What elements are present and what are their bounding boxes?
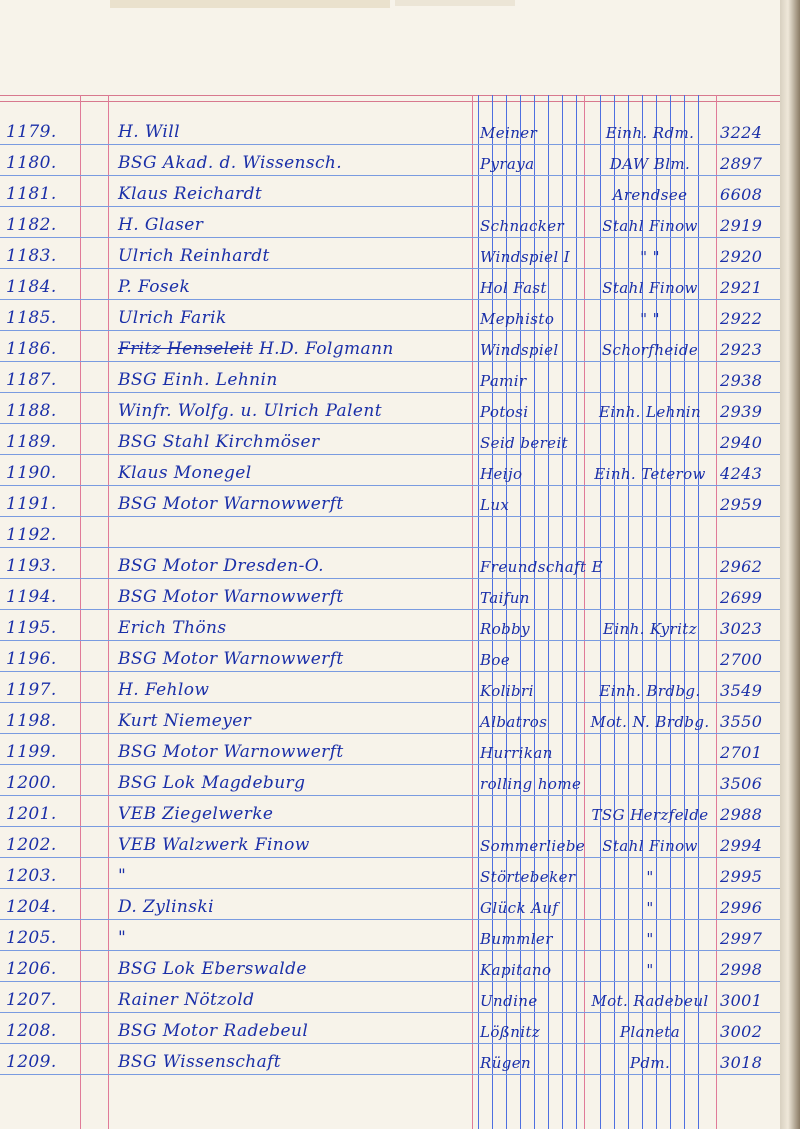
club-name: " bbox=[646, 899, 654, 917]
owner-name: BSG Motor Radebeul bbox=[118, 1021, 309, 1041]
owner-name: D. Zylinski bbox=[118, 897, 214, 917]
owner-name: BSG Lok Eberswalde bbox=[118, 959, 307, 979]
owner-name: BSG Motor Warnowwerft bbox=[118, 587, 344, 607]
sail-number: 2923 bbox=[720, 340, 763, 359]
boat-name: Meiner bbox=[480, 124, 538, 142]
club-name: Einh. Rdm. bbox=[605, 124, 695, 142]
owner-name: VEB Walzwerk Finow bbox=[118, 835, 310, 855]
club-name: Mot. N. Brdbg. bbox=[590, 713, 710, 731]
entry-number: 1201. bbox=[6, 804, 57, 824]
sail-number: 2921 bbox=[720, 278, 763, 297]
club-name: " bbox=[646, 961, 654, 979]
boat-name: rolling home bbox=[480, 775, 582, 793]
club-name: Einh. Lehnin bbox=[598, 403, 702, 421]
ledger-row bbox=[0, 579, 780, 610]
sail-number: 2997 bbox=[720, 929, 763, 948]
entry-number: 1184. bbox=[6, 277, 57, 297]
ledger-row bbox=[0, 331, 780, 362]
boat-name: Windspiel bbox=[480, 341, 559, 359]
boat-name: Kolibri bbox=[480, 682, 534, 700]
boat-name: Hol Fast bbox=[480, 279, 547, 297]
boat-name: Glück Auf bbox=[480, 899, 559, 917]
entry-number: 1209. bbox=[6, 1052, 57, 1072]
entry-number: 1180. bbox=[6, 153, 57, 173]
sail-number: 2962 bbox=[720, 557, 763, 576]
sail-number: 3550 bbox=[720, 712, 763, 731]
ledger-row bbox=[0, 548, 780, 579]
boat-name: Pyraya bbox=[480, 155, 535, 173]
ledger-row bbox=[0, 889, 780, 920]
tape-strip bbox=[110, 0, 390, 8]
tape-strip bbox=[395, 0, 515, 6]
entry-number: 1179. bbox=[6, 122, 57, 142]
ledger-row bbox=[0, 1044, 780, 1075]
ledger-row bbox=[0, 114, 780, 145]
boat-name: Schnacker bbox=[480, 217, 565, 235]
owner-name: BSG Motor Warnowwerft bbox=[118, 649, 344, 669]
entry-number: 1185. bbox=[6, 308, 57, 328]
page-edge bbox=[780, 0, 800, 1129]
boat-name: Undine bbox=[480, 992, 538, 1010]
owner-name: BSG Einh. Lehnin bbox=[118, 370, 278, 390]
club-name: Stahl Finow bbox=[602, 217, 698, 235]
owner-name: BSG Motor Warnowwerft bbox=[118, 742, 344, 762]
ledger-row bbox=[0, 207, 780, 238]
club-name: Mot. Radebeul bbox=[591, 992, 709, 1010]
header-rule bbox=[0, 101, 780, 102]
ledger-row bbox=[0, 858, 780, 889]
owner-name: BSG Stahl Kirchmöser bbox=[118, 432, 320, 452]
owner-name bbox=[118, 339, 448, 359]
sail-number: 3001 bbox=[720, 991, 763, 1010]
sail-number: 2940 bbox=[720, 433, 763, 452]
ledger-row bbox=[0, 827, 780, 858]
boat-name: Potosi bbox=[480, 403, 529, 421]
ledger-row bbox=[0, 796, 780, 827]
entry-number: 1208. bbox=[6, 1021, 57, 1041]
entry-number: 1190. bbox=[6, 463, 57, 483]
boat-name: Sommerliebe bbox=[480, 837, 586, 855]
ledger-row bbox=[0, 920, 780, 951]
club-name: DAW Blm. bbox=[609, 155, 691, 173]
sail-number: 2701 bbox=[720, 743, 763, 762]
sail-number: 2938 bbox=[720, 371, 763, 390]
sail-number: 2700 bbox=[720, 650, 763, 669]
sail-number: 2994 bbox=[720, 836, 763, 855]
ledger-row bbox=[0, 145, 780, 176]
ledger-row bbox=[0, 703, 780, 734]
sail-number: 3506 bbox=[720, 774, 763, 793]
sail-number: 3023 bbox=[720, 619, 763, 638]
sail-number: 2920 bbox=[720, 247, 763, 266]
owner-name: Kurt Niemeyer bbox=[118, 711, 252, 731]
club-name: Einh. Teterow bbox=[594, 465, 706, 483]
club-name: Arendsee bbox=[612, 186, 688, 204]
owner-name: Klaus Reichardt bbox=[118, 184, 263, 204]
sail-number: 2988 bbox=[720, 805, 763, 824]
ledger-row bbox=[0, 951, 780, 982]
boat-name: Kapitano bbox=[480, 961, 552, 979]
entry-number: 1194. bbox=[6, 587, 57, 607]
sail-number: 2995 bbox=[720, 867, 763, 886]
club-name: Stahl Finow bbox=[602, 279, 698, 297]
ledger-row bbox=[0, 238, 780, 269]
ledger-rows bbox=[0, 114, 780, 1075]
boat-name: Robby bbox=[480, 620, 531, 638]
sail-number: 2959 bbox=[720, 495, 763, 514]
owner-name-correction: H.D. Folgmann bbox=[258, 339, 394, 359]
entry-number: 1186. bbox=[6, 339, 57, 359]
boat-name: Taifun bbox=[480, 589, 530, 607]
entry-number: 1198. bbox=[6, 711, 57, 731]
owner-name: BSG Akad. d. Wissensch. bbox=[118, 153, 343, 173]
owner-name: " bbox=[118, 866, 127, 886]
club-name: Einh. Brdbg. bbox=[599, 682, 701, 700]
club-name: Planeta bbox=[619, 1023, 681, 1041]
entry-number: 1182. bbox=[6, 215, 57, 235]
entry-number: 1181. bbox=[6, 184, 57, 204]
sail-number: 6608 bbox=[720, 185, 763, 204]
boat-name: Boe bbox=[480, 651, 511, 669]
owner-name: P. Fosek bbox=[118, 277, 191, 297]
boat-name: Hurrikan bbox=[480, 744, 553, 762]
entry-number: 1192. bbox=[6, 525, 57, 545]
ledger-row bbox=[0, 362, 780, 393]
boat-name: Mephisto bbox=[480, 310, 555, 328]
entry-number: 1187. bbox=[6, 370, 57, 390]
owner-name: Winfr. Wolfg. u. Ulrich Palent bbox=[118, 401, 382, 421]
owner-name: BSG Wissenschaft bbox=[118, 1052, 282, 1072]
club-name: Pdm. bbox=[629, 1054, 671, 1072]
ledger-row bbox=[0, 176, 780, 207]
ledger-row bbox=[0, 424, 780, 455]
club-name: " bbox=[646, 930, 654, 948]
boat-name: Seid bereit bbox=[480, 434, 569, 452]
club-name: " " bbox=[640, 310, 660, 328]
ledger-row bbox=[0, 672, 780, 703]
owner-name: H. Will bbox=[118, 122, 180, 142]
boat-name: Windspiel I bbox=[480, 248, 571, 266]
entry-number: 1196. bbox=[6, 649, 57, 669]
boat-name: Freundschaft E bbox=[480, 558, 603, 576]
owner-name: Ulrich Farik bbox=[118, 308, 227, 328]
boat-name: Störtebeker bbox=[480, 868, 576, 886]
owner-name: BSG Motor Dresden-O. bbox=[118, 556, 324, 576]
struck-owner-name: Fritz Henseleit bbox=[118, 339, 253, 359]
sail-number: 3002 bbox=[720, 1022, 763, 1041]
owner-name: H. Fehlow bbox=[118, 680, 210, 700]
ledger-row bbox=[0, 455, 780, 486]
entry-number: 1200. bbox=[6, 773, 57, 793]
entry-number: 1206. bbox=[6, 959, 57, 979]
owner-name: " bbox=[118, 928, 127, 948]
sail-number: 3224 bbox=[720, 123, 763, 142]
entry-number: 1189. bbox=[6, 432, 57, 452]
club-name: Einh. Kyritz bbox=[602, 620, 698, 638]
club-name: " " bbox=[640, 248, 660, 266]
ledger-row bbox=[0, 765, 780, 796]
ledger-row bbox=[0, 393, 780, 424]
club-name: " bbox=[646, 868, 654, 886]
ledger-row bbox=[0, 269, 780, 300]
ledger-row bbox=[0, 1013, 780, 1044]
sail-number: 2998 bbox=[720, 960, 763, 979]
ledger-row bbox=[0, 734, 780, 765]
entry-number: 1191. bbox=[6, 494, 57, 514]
entry-number: 1205. bbox=[6, 928, 57, 948]
entry-number: 1197. bbox=[6, 680, 57, 700]
entry-number: 1193. bbox=[6, 556, 57, 576]
ledger-row bbox=[0, 486, 780, 517]
sail-number: 2939 bbox=[720, 402, 763, 421]
sail-number: 2922 bbox=[720, 309, 763, 328]
owner-name: Ulrich Reinhardt bbox=[118, 246, 270, 266]
owner-name: BSG Lok Magdeburg bbox=[118, 773, 306, 793]
sail-number: 2996 bbox=[720, 898, 763, 917]
entry-number: 1204. bbox=[6, 897, 57, 917]
boat-name: Rügen bbox=[480, 1054, 532, 1072]
ledger-row bbox=[0, 300, 780, 331]
sail-number: 4243 bbox=[720, 464, 763, 483]
owner-name: Klaus Monegel bbox=[118, 463, 252, 483]
ledger-row bbox=[0, 982, 780, 1013]
entry-number: 1195. bbox=[6, 618, 57, 638]
ledger-row bbox=[0, 517, 780, 548]
entry-number: 1207. bbox=[6, 990, 57, 1010]
ledger-row bbox=[0, 641, 780, 672]
header-rule bbox=[0, 95, 780, 96]
sail-number: 2699 bbox=[720, 588, 763, 607]
club-name: Stahl Finow bbox=[602, 837, 698, 855]
entry-number: 1203. bbox=[6, 866, 57, 886]
entry-number: 1183. bbox=[6, 246, 57, 266]
entry-number: 1202. bbox=[6, 835, 57, 855]
sail-number: 2897 bbox=[720, 154, 763, 173]
entry-number: 1188. bbox=[6, 401, 57, 421]
sail-number: 3549 bbox=[720, 681, 763, 700]
boat-name: Bummler bbox=[480, 930, 553, 948]
owner-name: BSG Motor Warnowwerft bbox=[118, 494, 344, 514]
club-name: Schorfheide bbox=[601, 341, 699, 359]
owner-name: VEB Ziegelwerke bbox=[118, 804, 274, 824]
boat-name: Albatros bbox=[480, 713, 548, 731]
club-name: TSG Herzfelde bbox=[591, 806, 709, 824]
sail-number: 3018 bbox=[720, 1053, 763, 1072]
boat-name: Heijo bbox=[480, 465, 523, 483]
entry-number: 1199. bbox=[6, 742, 57, 762]
boat-name: Lößnitz bbox=[480, 1023, 541, 1041]
owner-name: Erich Thöns bbox=[118, 618, 227, 638]
owner-name: Rainer Nötzold bbox=[118, 990, 255, 1010]
boat-name: Pamir bbox=[480, 372, 527, 390]
owner-name: H. Glaser bbox=[118, 215, 204, 235]
ledger-row bbox=[0, 610, 780, 641]
boat-name: Lux bbox=[480, 496, 510, 514]
sail-number: 2919 bbox=[720, 216, 763, 235]
